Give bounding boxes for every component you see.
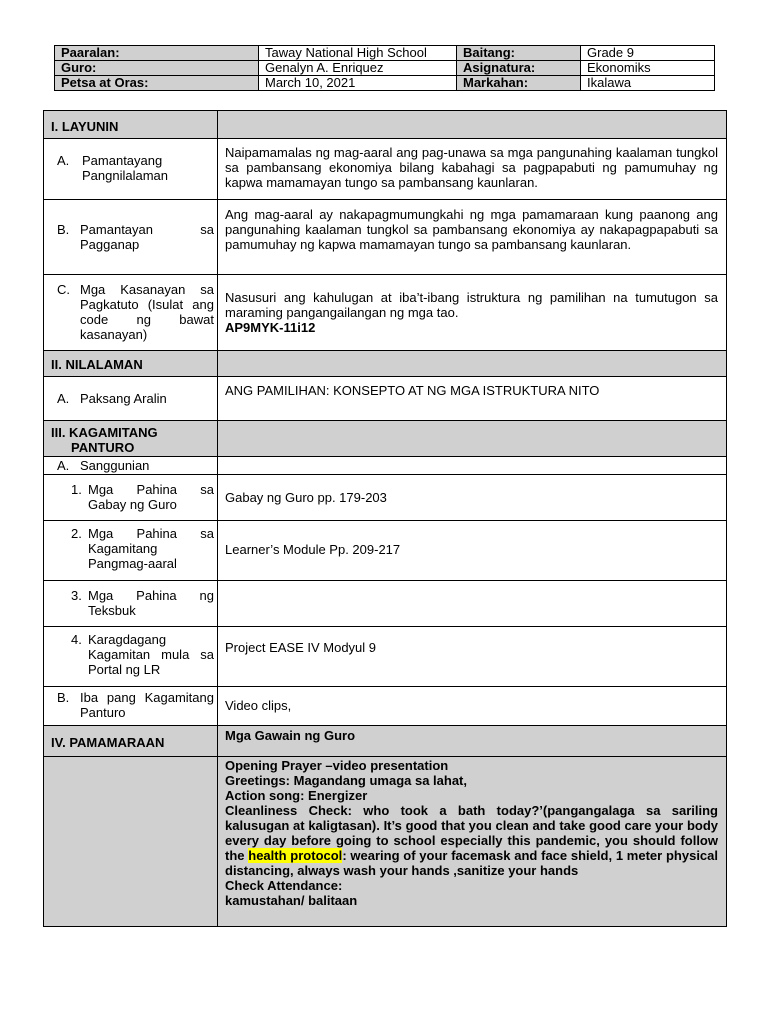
section-pamamaraan — [44, 726, 727, 757]
content-standard-text: Naipamamalas ng mag-aaral ang pag-unawa sa mga pangunahing kaalaman tungkol sa pambansang ekonomiya bilang kabahagi sa pagpapabuti ng pamumuhay ng kapwa mamamayan tungo sa pambansang kaunlaran. — [225, 145, 718, 190]
item-label: Mga Pahina sa Kagamitang Pangmag-aaral — [88, 526, 214, 571]
item-label: Mga Pahina sa Gabay ng Guro — [88, 482, 214, 512]
row-teacher-guide — [44, 475, 727, 521]
performance-standard-text: Ang mag-aaral ay nakapagmumungkahi ng mga pamamaraan kung paanong ang pangunahing kaalaman tungkol sa pambansang ekonomiya ay nakapagpapabuti sa pamumuhay ng kapwa mamamayan tungo sa pambansang kaunlaran. — [225, 207, 718, 252]
row-learner-material — [44, 521, 727, 581]
item-label: Paksang Aralin — [80, 391, 167, 406]
date-value: March 10, 2021 — [259, 76, 457, 91]
row-other-materials — [44, 687, 727, 726]
section-kagamitan — [44, 421, 727, 457]
row-procedure — [44, 757, 727, 927]
procedure-line: Check Attendance: — [225, 878, 343, 893]
procedure-paragraph — [225, 803, 718, 878]
item-value: Learner’s Module Pp. 209-217 — [225, 542, 401, 557]
subject-label: Asignatura: — [457, 61, 581, 76]
section-title: II. NILALAMAN — [51, 357, 143, 372]
teacher-label: Guro: — [55, 61, 259, 76]
grade-label: Baitang: — [457, 46, 581, 61]
item-label: Sanggunian — [80, 458, 150, 473]
item-number: C. — [57, 282, 70, 297]
item-number: B. — [57, 222, 70, 237]
item-label: Mga Kasanayan sa Pagkatuto (Isulat ang code ng bawat kasanayan) — [80, 282, 214, 342]
item-label: Karagdagang Kagamitan mula sa Portal ng LR — [88, 632, 214, 677]
item-number: A. — [57, 391, 70, 406]
item-number: 2. — [71, 526, 82, 541]
item-number: 3. — [71, 588, 82, 603]
procedure-line: Opening Prayer –video presentation — [225, 758, 449, 773]
item-number: 4. — [71, 632, 82, 647]
item-label: Mga Pahina ng Teksbuk — [88, 588, 214, 618]
item-label: Pamantayan sa Pagganap — [80, 222, 214, 252]
date-label: Petsa at Oras: — [55, 76, 259, 91]
competency-text: Nasusuri ang kahulugan at iba’t-ibang istruktura ng pamilihan na tumutugon sa maraming pangangailangan ng mga tao. — [225, 290, 718, 320]
procedure-line: Greetings: Magandang umaga sa lahat, — [225, 773, 467, 788]
section-title: I. LAYUNIN — [51, 119, 119, 134]
row-lr-portal — [44, 627, 727, 687]
row-topic — [44, 377, 727, 421]
row-competencies — [44, 275, 727, 351]
section-layunin — [44, 111, 727, 139]
item-number: A. — [57, 458, 70, 473]
header-table — [54, 45, 715, 91]
procedure-text — [219, 758, 725, 908]
highlighted-text: health protocol — [248, 848, 343, 863]
item-label: Pamantayang Pangnilalaman — [82, 153, 169, 183]
row-references — [44, 457, 727, 475]
item-value: Project EASE IV Modyul 9 — [225, 640, 377, 655]
section-nilalaman — [44, 351, 727, 377]
column-header: Mga Gawain ng Guro — [225, 728, 356, 743]
row-content-standard — [44, 139, 727, 200]
topic-text: ANG PAMILIHAN: KONSEPTO AT NG MGA ISTRUKTURA NITO — [225, 383, 600, 398]
item-value: Video clips, — [225, 698, 292, 713]
school-label: Paaralan: — [55, 46, 259, 61]
row-performance-standard — [44, 200, 727, 275]
procedure-text-part: Cleanliness Check: who took a bath today?’(pangangalaga sa sariling kalusugan at kaligtasan). It’s good that you clean and take good care your body every day before going to school especially this pandemic, you should follow the — [225, 803, 718, 863]
quarter-label: Markahan: — [457, 76, 581, 91]
lesson-table — [43, 110, 727, 927]
item-number: 1. — [71, 482, 82, 497]
header-row — [55, 46, 715, 61]
header-row — [55, 61, 715, 76]
item-label: Iba pang Kagamitang Panturo — [80, 690, 214, 720]
teacher-value: Genalyn A. Enriquez — [259, 61, 457, 76]
section-title-line: PANTURO — [71, 440, 135, 455]
section-title — [45, 422, 216, 455]
section-title: IV. PAMAMARAAN — [51, 735, 165, 750]
competency-code: AP9MYK-11i12 — [225, 320, 316, 335]
item-number: A. — [57, 153, 70, 168]
header-row — [55, 76, 715, 91]
procedure-text-part: : wearing of your facemask and face shield, 1 meter physical distancing, always wash your hands ,sanitize your hands — [225, 848, 718, 878]
row-textbook — [44, 581, 727, 627]
school-value: Taway National High School — [259, 46, 457, 61]
grade-value: Grade 9 — [581, 46, 715, 61]
procedure-line: Action song: Energizer — [225, 788, 368, 803]
item-number: B. — [57, 690, 70, 705]
quarter-value: Ikalawa — [581, 76, 715, 91]
subject-value: Ekonomiks — [581, 61, 715, 76]
procedure-line: kamustahan/ balitaan — [225, 893, 358, 908]
section-title-line: III. KAGAMITANG — [51, 425, 158, 440]
item-value: Gabay ng Guro pp. 179-203 — [225, 490, 387, 505]
